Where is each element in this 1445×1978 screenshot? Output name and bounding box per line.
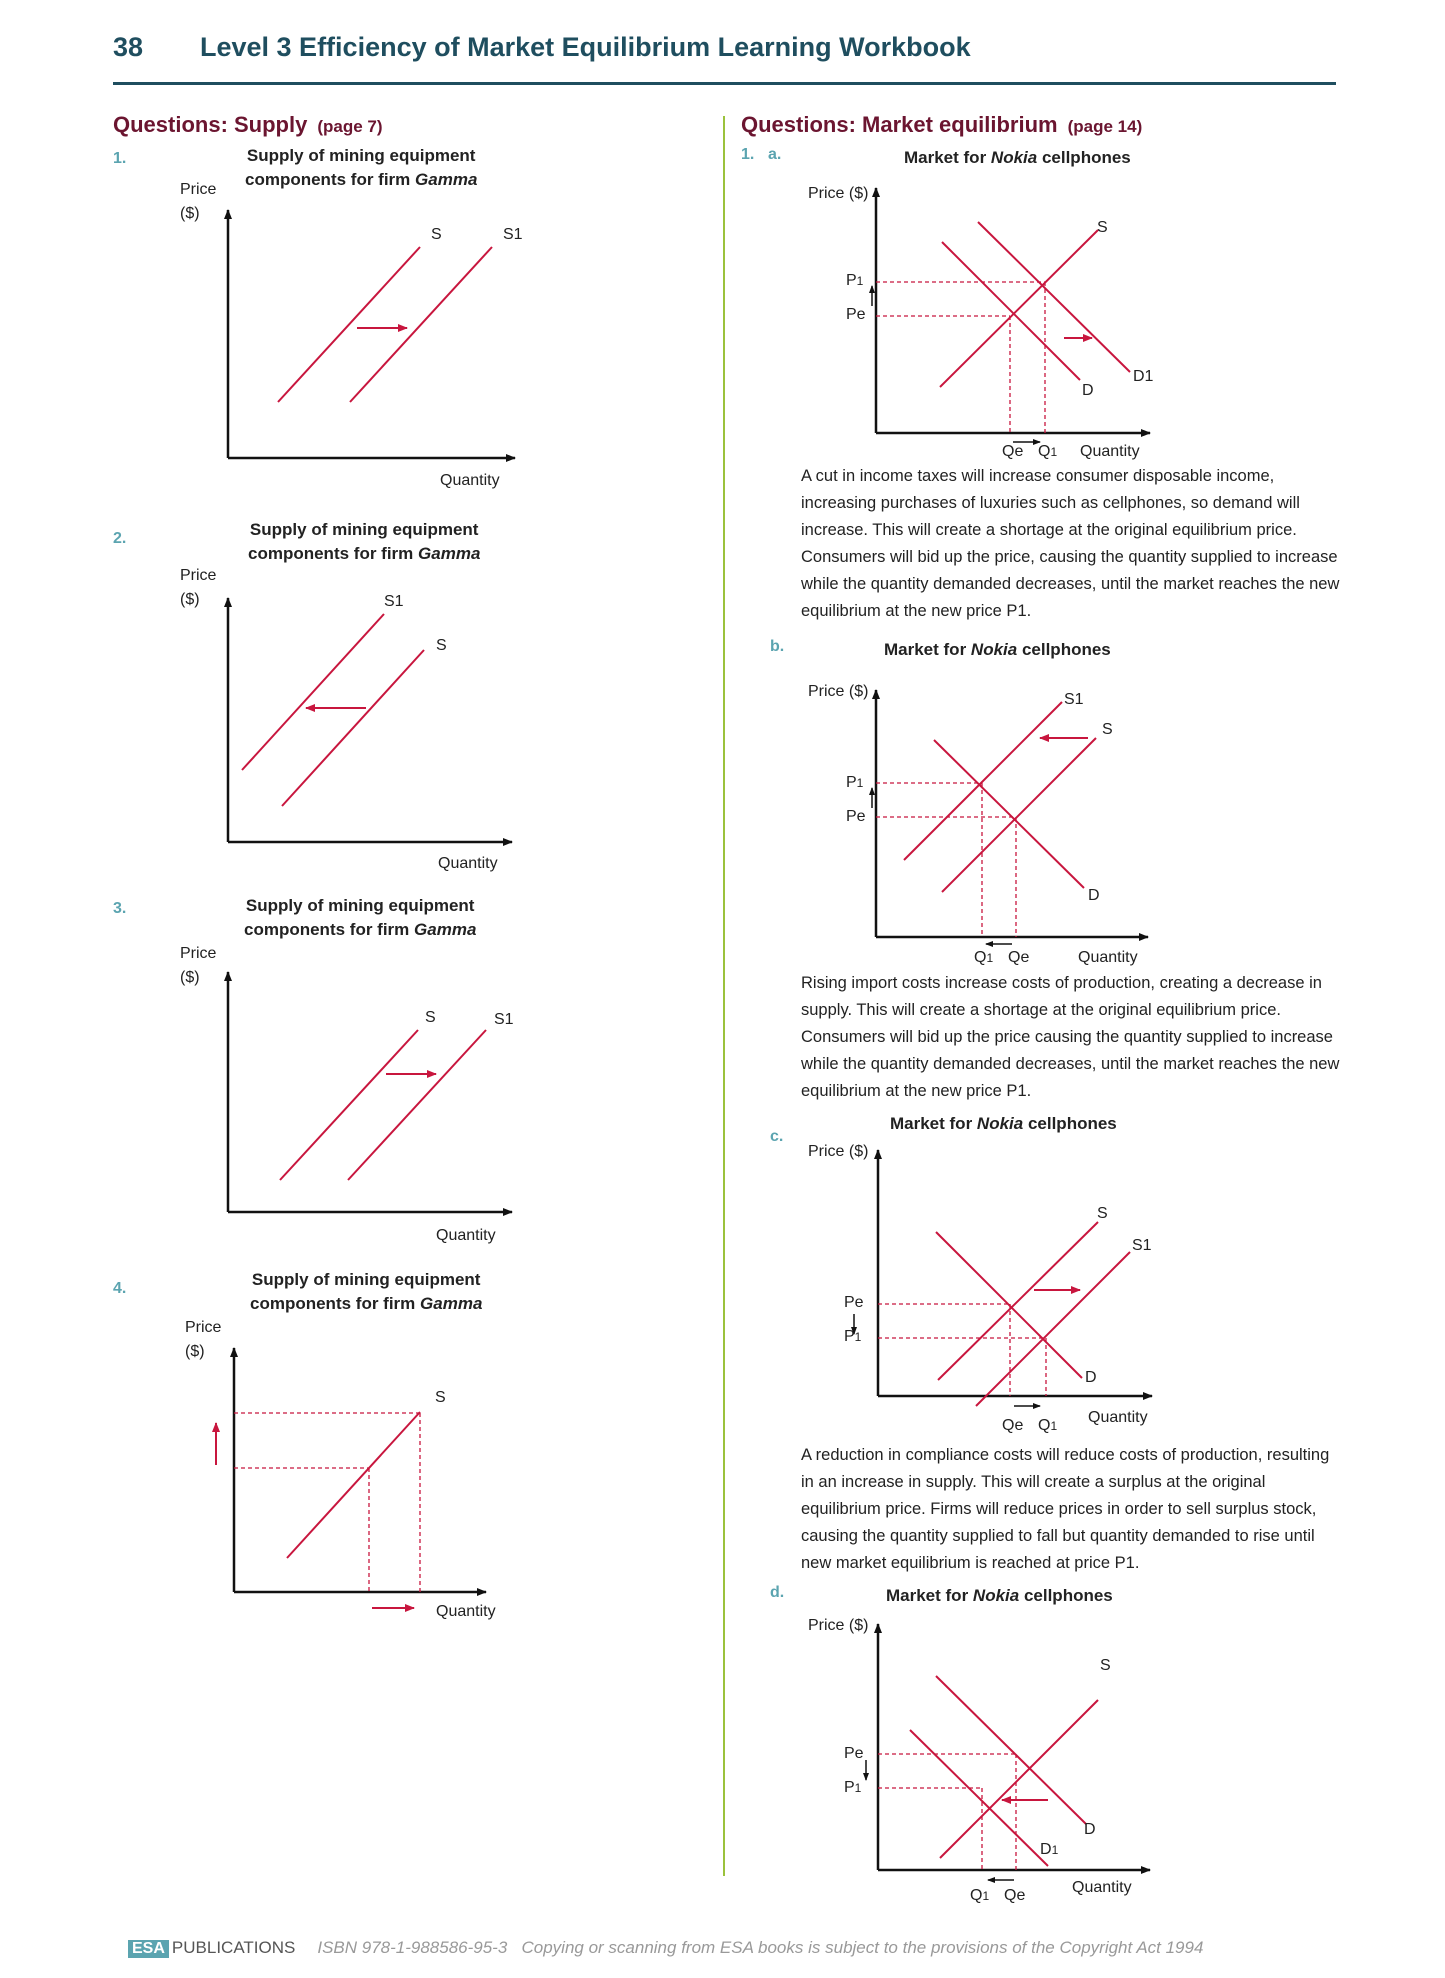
pb-label-s1: S1 [1064, 691, 1084, 708]
pd-label-d: D [1084, 1821, 1096, 1838]
question-3-number: 3. [113, 900, 127, 917]
right-question-1-number: 1. [741, 146, 755, 163]
pd-y-label: Price ($) [808, 1617, 869, 1634]
q2-y-label-unit: ($) [180, 591, 200, 608]
part-a-title-prefix: Market for [904, 148, 987, 167]
pa-x-label: Quantity [1080, 443, 1140, 460]
footer-copyright: Copying or scanning from ESA books is subject to the provisions of the Copyright Act 1994 [521, 1938, 1204, 1957]
part-d-letter: d. [770, 1584, 785, 1601]
part-d-title-brand: Nokia [972, 1586, 1020, 1605]
question-3-title-line2: components for firm [244, 920, 410, 939]
pd-label-s: S [1100, 1657, 1111, 1674]
left-section-title: Questions: Supply [113, 112, 308, 137]
pd-curve-s [940, 1700, 1098, 1858]
pd-label-d1-text: D [1040, 1841, 1052, 1858]
part-c-letter: c. [770, 1128, 784, 1145]
pb-x-label: Quantity [1078, 949, 1138, 966]
pc-y-label: Price ($) [808, 1143, 869, 1160]
pd-label-p1 [844, 1778, 861, 1798]
pd-x-label: Quantity [1072, 1879, 1132, 1896]
footer [128, 1938, 1203, 1958]
pd-label-d1 [1040, 1840, 1058, 1860]
part-c-title-prefix: Market for [890, 1114, 973, 1133]
pd-label-d1-sub: 1 [1051, 1843, 1059, 1857]
part-b-letter: b. [770, 638, 785, 655]
pa-label-s: S [1097, 219, 1108, 236]
pc-label-s: S [1097, 1205, 1108, 1222]
pc-label-s1: S1 [1132, 1237, 1152, 1254]
pa-label-qe: Qe [1002, 443, 1024, 460]
q4-label-s: S [435, 1389, 446, 1406]
part-b-title-prefix: Market for [884, 640, 967, 659]
q4-y-label-unit: ($) [185, 1343, 205, 1360]
q3-x-label: Quantity [436, 1227, 496, 1244]
pb-label-p1-text: P [846, 774, 857, 791]
part-d-title-prefix: Market for [886, 1586, 969, 1605]
part-a-title-suffix: cellphones [1041, 148, 1131, 167]
pa-y-label: Price ($) [808, 185, 869, 202]
question-4-title-firm: Gamma [420, 1294, 483, 1313]
q2-label-s: S [436, 637, 447, 654]
q3-label-s: S [425, 1009, 436, 1026]
pa-label-q1-text: Q [1038, 443, 1051, 460]
pd-label-q1 [970, 1886, 989, 1906]
question-2-number: 2. [113, 530, 127, 547]
part-c-title-suffix: cellphones [1027, 1114, 1117, 1133]
question-3-title-line1: Supply of mining equipment [245, 896, 475, 915]
part-c-title-brand: Nokia [976, 1114, 1024, 1133]
pd-label-p1-sub: 1 [854, 1781, 862, 1795]
pb-label-p1-sub: 1 [856, 776, 864, 790]
pc-label-d: D [1085, 1369, 1097, 1386]
question-3-title-firm: Gamma [414, 920, 477, 939]
right-section-title: Questions: Market equilibrium [741, 112, 1058, 137]
q1-label-s: S [431, 226, 442, 243]
pd-label-qe: Qe [1004, 1887, 1026, 1904]
q3-y-label-price: Price [180, 945, 217, 962]
question-2-title-line1: Supply of mining equipment [249, 520, 479, 539]
pa-label-pe: Pe [846, 306, 866, 323]
pc-label-q1-sub: 1 [1050, 1419, 1058, 1433]
q4-y-label-price: Price [185, 1319, 222, 1336]
question-4-title-line2: components for firm [250, 1294, 416, 1313]
q1-label-s1: S1 [503, 226, 523, 243]
pc-x-label: Quantity [1088, 1409, 1148, 1426]
pc-label-p1-sub: 1 [854, 1330, 862, 1344]
q2-x-label: Quantity [438, 855, 498, 872]
question-2-title-line2: components for firm [248, 544, 414, 563]
pc-label-pe: Pe [844, 1294, 864, 1311]
part-c-explanation: A reduction in compliance costs will reduce costs of production, resulting in an increase in supply. This will create a surplus at the original equilibrium price. Firms will reduce prices in order to sell surplus stock, causing the quantity supplied to fall but quantity demanded to rise until new market equilibrium is reached at price P1. [801, 1446, 1330, 1572]
q1-y-label-unit: ($) [180, 205, 200, 222]
pd-label-pe: Pe [844, 1745, 864, 1762]
pb-label-pe: Pe [846, 808, 866, 825]
footer-isbn: ISBN 978-1-988586-95-3 [317, 1938, 508, 1957]
pb-label-d: D [1088, 887, 1100, 904]
pa-label-p1-sub: 1 [856, 274, 864, 288]
question-1-title-firm: Gamma [415, 170, 478, 189]
esa-logo: ESA [128, 1940, 169, 1958]
q4-x-label: Quantity [436, 1603, 496, 1620]
pb-label-s: S [1102, 721, 1113, 738]
part-a-explanation: A cut in income taxes will increase consumer disposable income, increasing purchases of luxuries such as cellphones, so demand will increase. This will create a shortage at the original equilibrium price. Consumers will bid up the price, causing the quantity supplied to increase while the quantity demanded decreases, until the market reaches the new equilibrium at the new price P1. [801, 467, 1340, 620]
question-1-number: 1. [113, 150, 127, 167]
page-title: Level 3 Efficiency of Market Equilibrium Learning Workbook [200, 32, 971, 62]
question-1-title-line2: components for firm [245, 170, 411, 189]
pa-label-d: D [1082, 382, 1094, 399]
pb-label-qe: Qe [1008, 949, 1030, 966]
question-4-number: 4. [113, 1280, 127, 1297]
question-4-title-line1: Supply of mining equipment [251, 1270, 481, 1289]
q1-y-label-price: Price [180, 181, 217, 198]
pc-label-q1-text: Q [1038, 1417, 1051, 1434]
pc-label-p1-text: P [844, 1328, 855, 1345]
pc-label-qe: Qe [1002, 1417, 1024, 1434]
q2-label-s1: S1 [384, 593, 404, 610]
part-d-title-suffix: cellphones [1023, 1586, 1113, 1605]
part-a-letter: a. [768, 146, 782, 163]
pd-curve-d [936, 1676, 1086, 1824]
pa-label-d1: D1 [1133, 368, 1154, 385]
pa-label-p1-text: P [846, 272, 857, 289]
question-1-title-line1: Supply of mining equipment [246, 146, 476, 165]
esa-publisher: PUBLICATIONS [171, 1938, 296, 1957]
q3-y-label-unit: ($) [180, 969, 200, 986]
left-section-page: (page 7) [317, 117, 383, 136]
pa-label-q1-sub: 1 [1050, 445, 1058, 459]
part-a-title-brand: Nokia [990, 148, 1038, 167]
part-b-title-brand: Nokia [970, 640, 1018, 659]
q3-label-s1: S1 [494, 1011, 514, 1028]
pd-curve-d1 [910, 1730, 1048, 1866]
page-number: 38 [113, 32, 144, 62]
part-b-title-suffix: cellphones [1021, 640, 1111, 659]
pd-label-q1-text: Q [970, 1887, 983, 1904]
pb-label-q1-sub: 1 [986, 951, 994, 965]
q1-x-label: Quantity [440, 472, 500, 489]
part-b-explanation: Rising import costs increase costs of production, creating a decrease in supply. This will create a shortage at the original equilibrium price. Consumers will bid up the price causing the quantity supplied to increase while the quantity demanded decreases, until the market reaches the new equilibrium at the new price P1. [801, 974, 1340, 1100]
question-2-title-firm: Gamma [418, 544, 481, 563]
pb-y-label: Price ($) [808, 683, 869, 700]
right-section-page: (page 14) [1067, 117, 1143, 136]
pb-label-q1-text: Q [974, 949, 987, 966]
pd-label-p1-text: P [844, 1779, 855, 1796]
q2-y-label-price: Price [180, 567, 217, 584]
pd-label-q1-sub: 1 [982, 1889, 990, 1903]
